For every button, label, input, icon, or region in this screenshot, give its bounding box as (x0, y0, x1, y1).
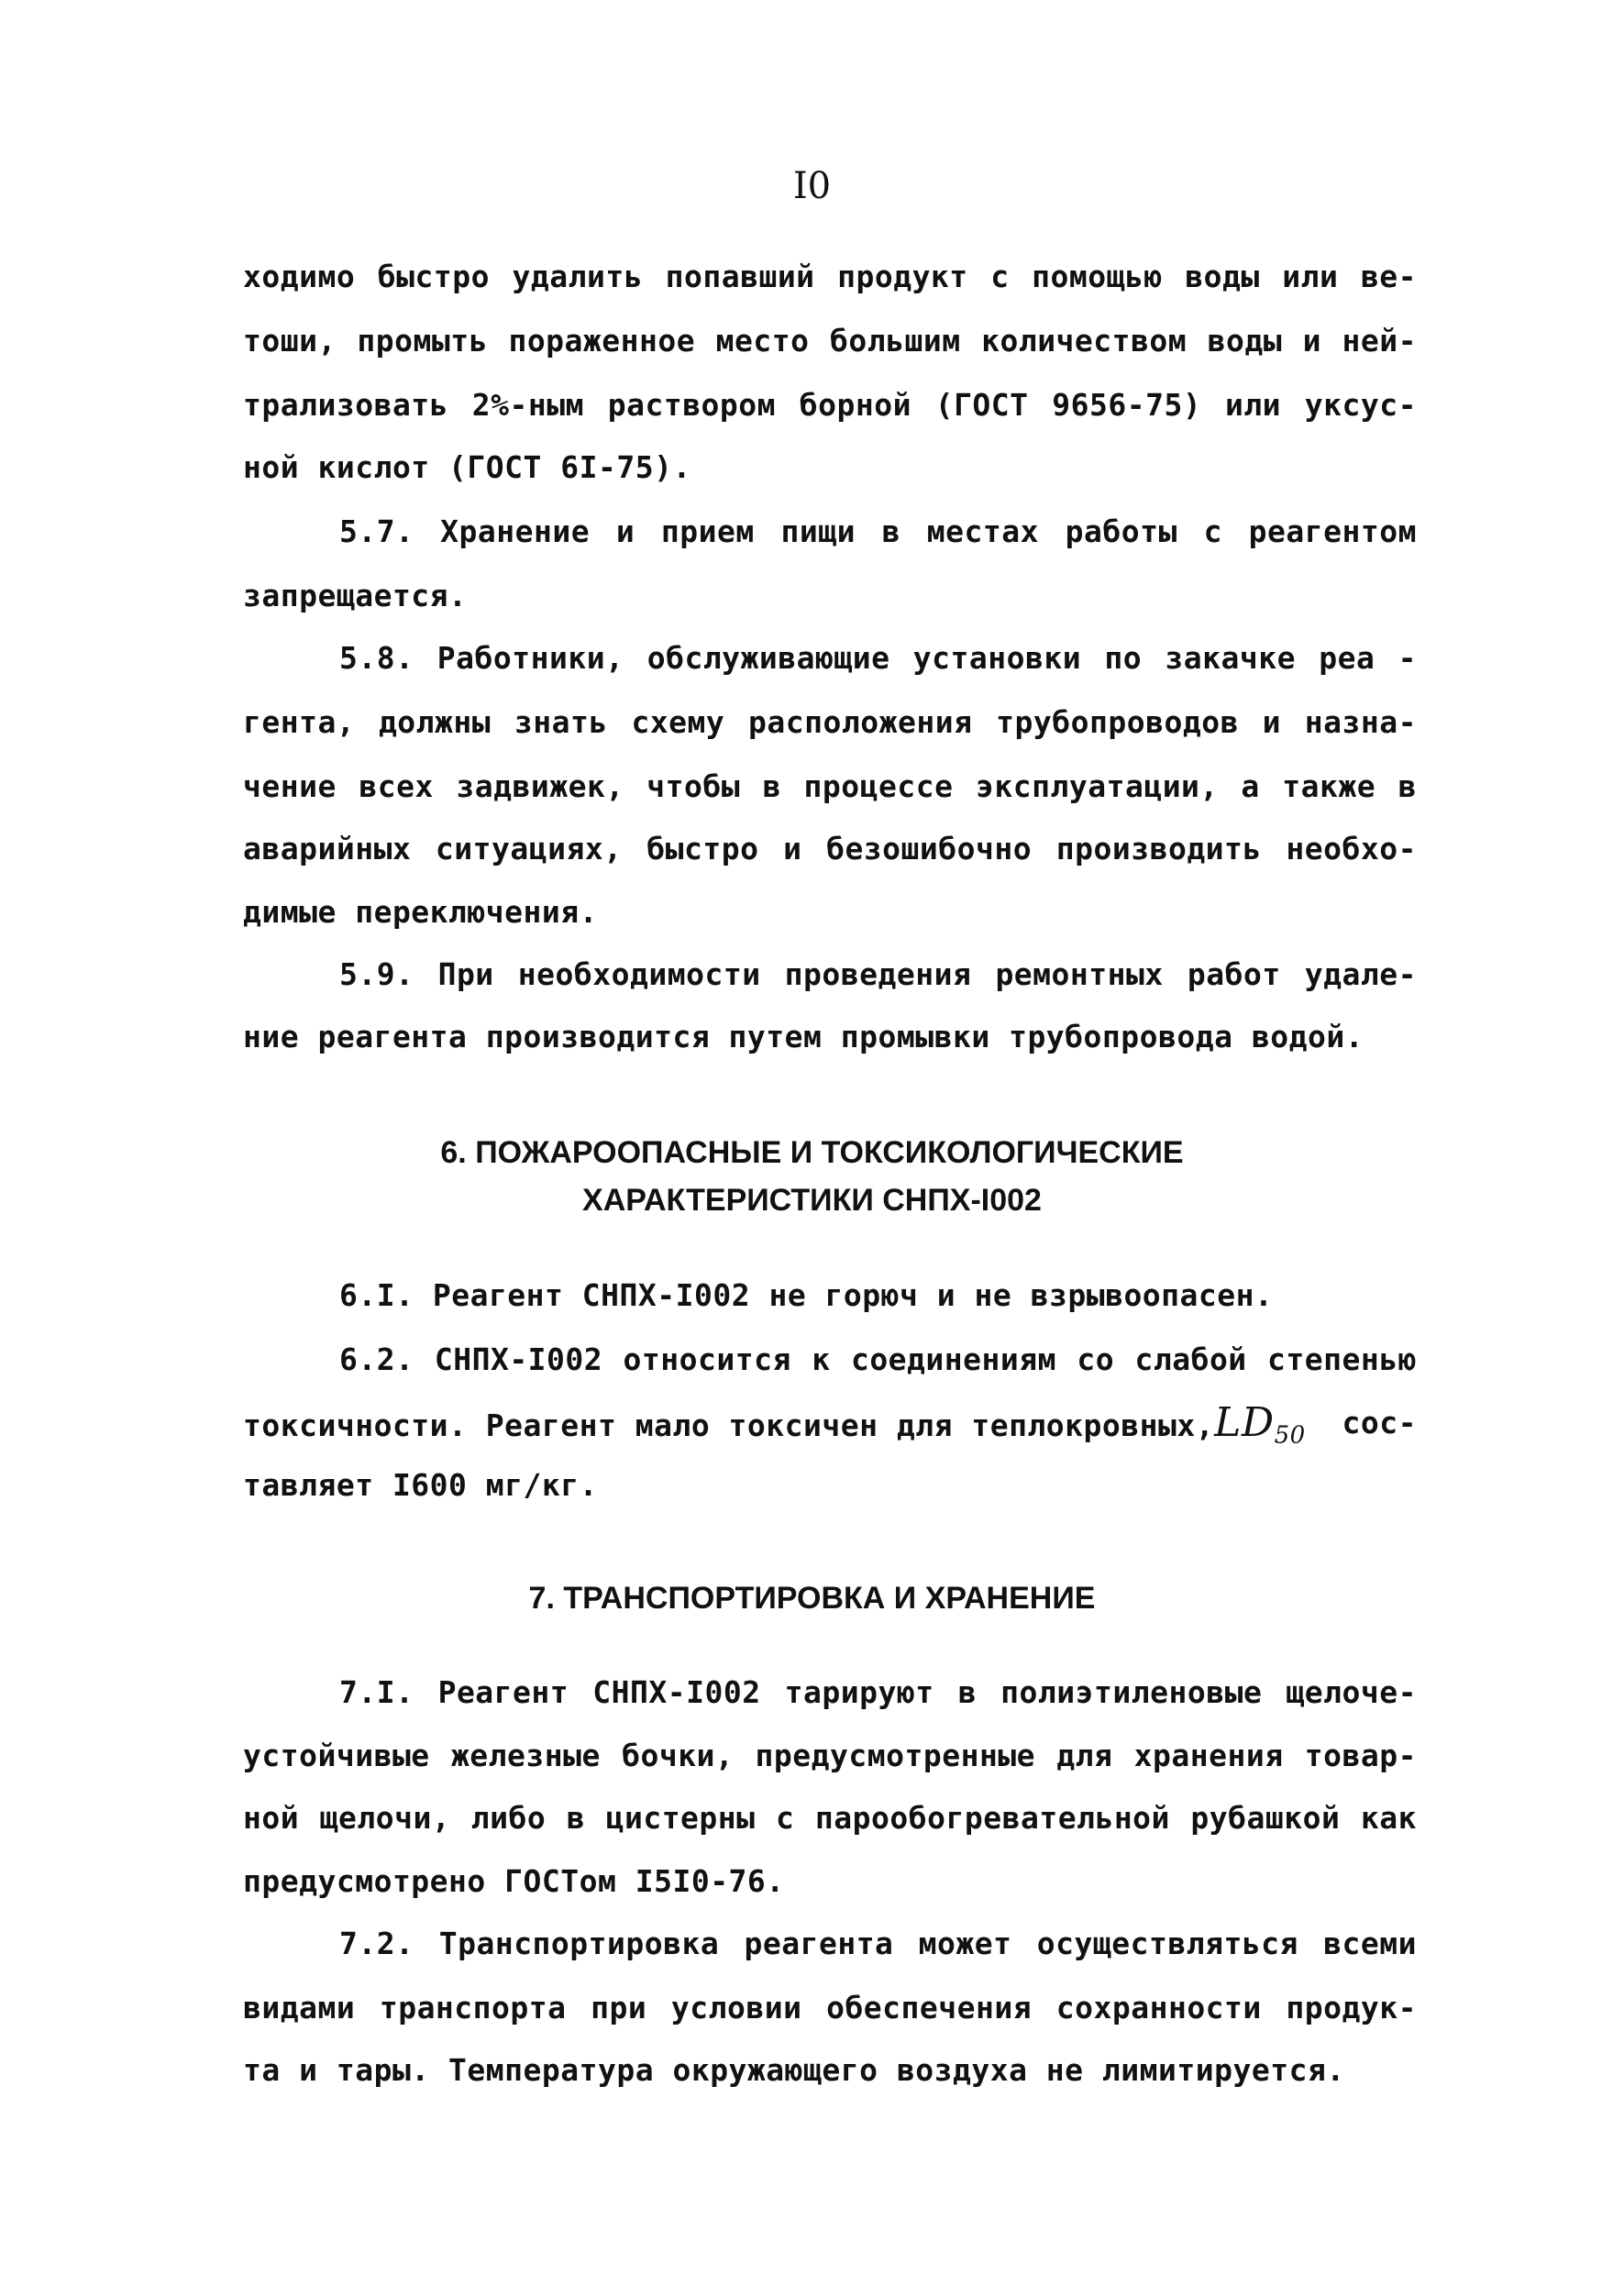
paragraph-text: токсичности. Реагент мало токсичен для теплокровных, (243, 1407, 1215, 1443)
page-number: I0 (792, 165, 832, 207)
paragraph-line: 5.7. Хранение и прием пищи в местах работы с реагентом (339, 513, 1417, 549)
paragraph-line: ходимо быстро удалить попавший продукт с помощью воды или ве- (243, 259, 1417, 294)
paragraph-line: видами транспорта при условии обеспечения сохранности продук- (243, 1990, 1417, 2026)
ld50-symbol: LD (1214, 1399, 1275, 1446)
paragraph-line: 7.I. Реагент СНПХ-I002 тарируют в полиэтиленовые щелоче- (339, 1674, 1417, 1710)
paragraph-line: аварийных ситуациях, быстро и безошибочно производить необхо- (243, 831, 1417, 867)
paragraph-line: димые переключения. (243, 894, 598, 930)
paragraph-line: устойчивые железные бочки, предусмотренные для хранения товар- (243, 1738, 1417, 1773)
paragraph-line: тоши, промыть пораженное место большим количеством воды и ней- (243, 323, 1417, 359)
paragraph-line: предусмотрено ГОСТом I5I0-76. (243, 1863, 785, 1899)
paragraph-line: ной кислот (ГОСТ 6I-75). (243, 449, 691, 485)
section-6-heading-line-1: 6. ПОЖАРООПАСНЫЕ И ТОКСИКОЛОГИЧЕСКИЕ (440, 1135, 1184, 1170)
paragraph-text: сос- (1342, 1405, 1417, 1441)
paragraph-line: 5.9. При необходимости проведения ремонтных работ удале- (339, 956, 1417, 992)
paragraph-line: 6.I. Реагент СНПХ-I002 не горюч и не взрывоопасен. (339, 1277, 1274, 1313)
section-6-heading-line-2: ХАРАКТЕРИСТИКИ СНПХ-I002 (582, 1183, 1042, 1218)
paragraph-line: чение всех задвижек, чтобы в процессе эксплуатации, а также в (243, 768, 1417, 804)
paragraph-line: гента, должны знать схему расположения трубопроводов и назна- (243, 704, 1417, 740)
paragraph-line: 6.2. СНПХ-I002 относится к соединениям со слабой степенью (339, 1341, 1417, 1377)
paragraph-line: 5.8. Работники, обслуживающие установки по закачке реа - (339, 640, 1417, 676)
paragraph-line: трализовать 2%-ным раствором борной (ГОСТ 9656-75) или уксус- (243, 387, 1417, 423)
paragraph-line: ной щелочи, либо в цистерны с парообогревательной рубашкой как (243, 1800, 1417, 1836)
paragraph-line: запрещается. (243, 578, 468, 613)
paragraph-line: ние реагента производится путем промывки трубопровода водой. (243, 1019, 1364, 1054)
paragraph-line: та и тары. Температура окружающего воздуха не лимитируется. (243, 2052, 1345, 2088)
paragraph-line: 7.2. Транспортировка реагента может осуществляться всеми (339, 1926, 1417, 1961)
ld50-subscript: 50 (1274, 1421, 1306, 1450)
paragraph-line: тавляет I600 мг/кг. (243, 1467, 598, 1503)
section-7-heading: 7. ТРАНСПОРТИРОВКА И ХРАНЕНИЕ (528, 1581, 1096, 1616)
paragraph-line-with-formula (243, 1399, 1417, 1454)
